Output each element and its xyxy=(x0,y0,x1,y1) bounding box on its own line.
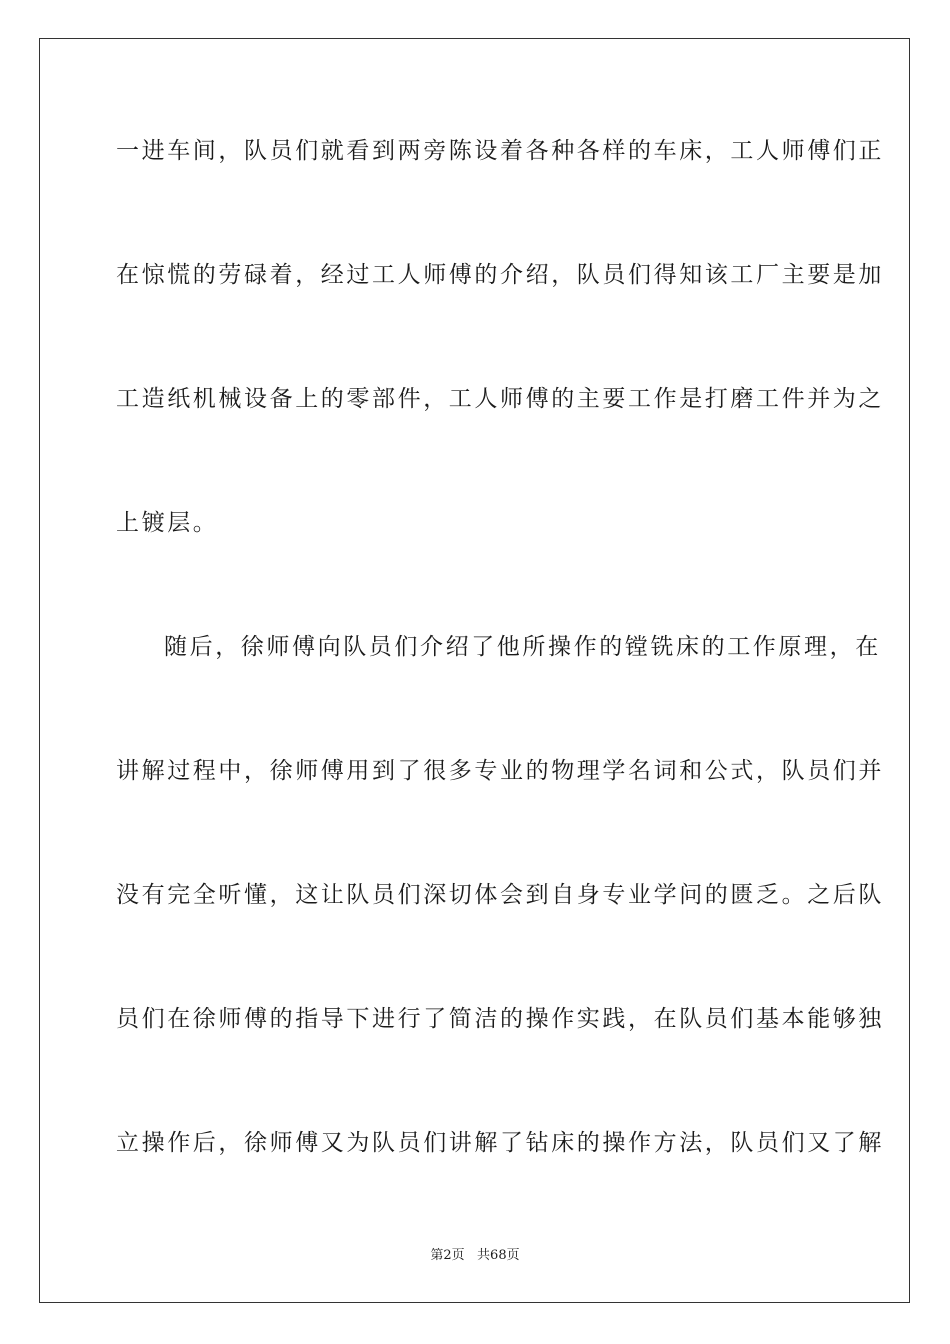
body-text-line: 讲解过程中，徐师傅用到了很多专业的物理学名词和公式，队员们并 xyxy=(116,758,884,784)
body-text-line: 立操作后，徐师傅又为队员们讲解了钻床的操作方法，队员们又了解 xyxy=(116,1130,884,1156)
page-number-footer: 第2页 共68页 xyxy=(430,1248,520,1263)
body-text-line: 工造纸机械设备上的零部件，工人师傅的主要工作是打磨工件并为之 xyxy=(116,386,884,412)
body-text-line: 在惊慌的劳碌着，经过工人师傅的介绍，队员们得知该工厂主要是加 xyxy=(116,262,884,288)
body-text-line: 上镀层。 xyxy=(116,510,219,536)
body-text-line: 员们在徐师傅的指导下进行了简洁的操作实践，在队员们基本能够独 xyxy=(116,1006,884,1032)
body-text-line-paragraph-start: 随后，徐师傅向队员们介绍了他所操作的镗铣床的工作原理，在 xyxy=(164,634,881,660)
page-border xyxy=(39,38,910,1303)
body-text-line: 一进车间，队员们就看到两旁陈设着各种各样的车床，工人师傅们正 xyxy=(116,138,884,164)
body-text-line: 没有完全听懂，这让队员们深切体会到自身专业学问的匮乏。之后队 xyxy=(116,882,884,908)
